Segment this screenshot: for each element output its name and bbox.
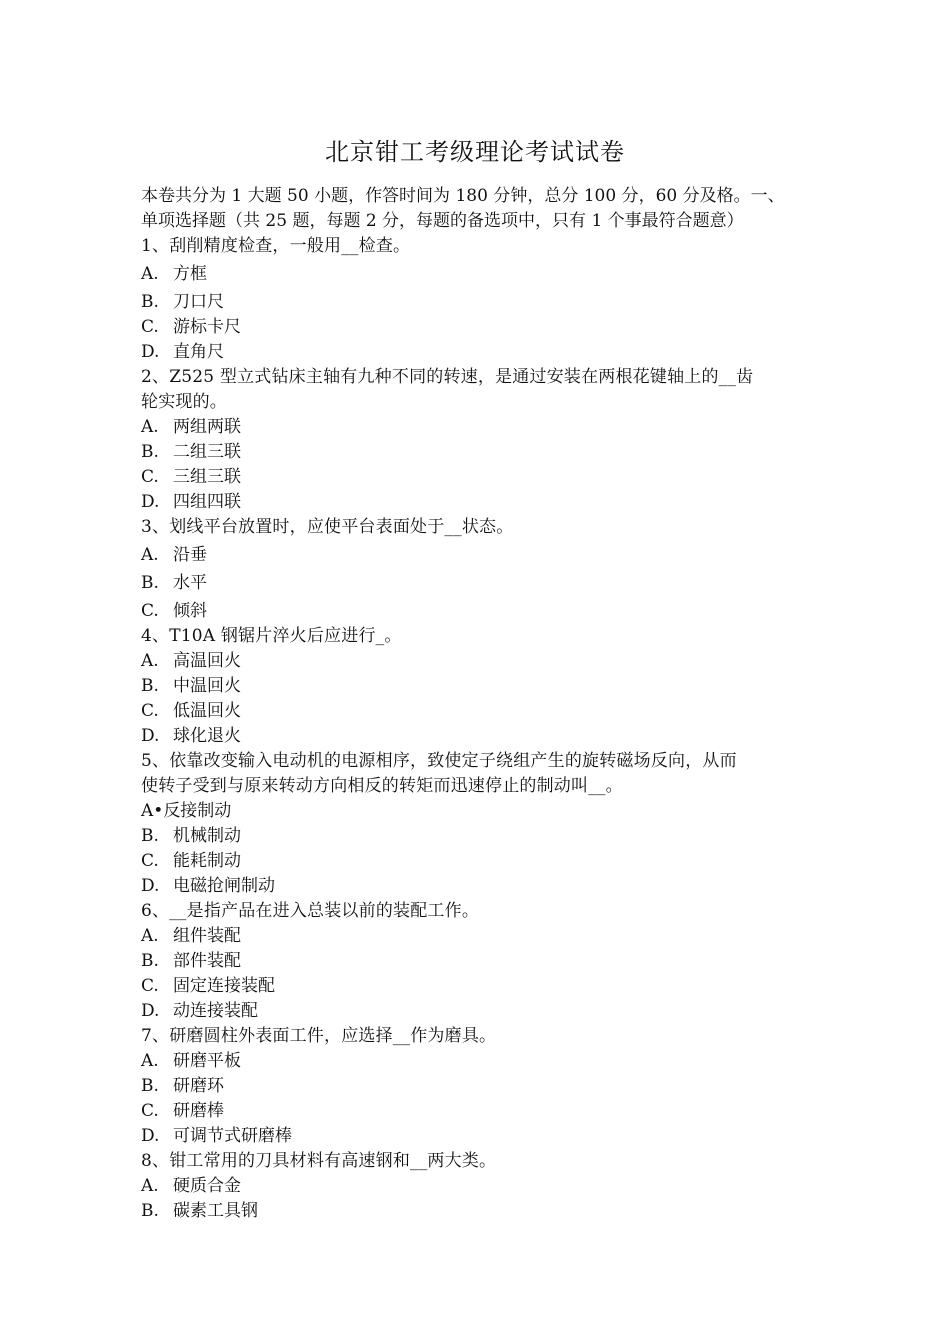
option-letter: C.: [141, 1101, 159, 1121]
option-letter: A.: [141, 1176, 159, 1196]
question-4-option-b: [141, 674, 811, 699]
option-text: 倾斜: [173, 601, 207, 621]
option-text: 方框: [173, 264, 207, 284]
option-text: 组件装配: [173, 926, 241, 946]
question-6-option-b: [141, 949, 811, 974]
option-text: 直角尺: [173, 342, 224, 362]
option-letter: C.: [141, 701, 159, 721]
option-letter: B.: [141, 826, 159, 846]
question-2-text-line-1: 2、Z525 型立式钻床主轴有九种不同的转速，是通过安装在两根花键轴上的__齿: [141, 367, 754, 387]
question-7-option-d: [141, 1124, 811, 1149]
question-5-text-line-2: 使转子受到与原来转动方向相反的转矩而迅速停止的制动叫__。: [141, 776, 623, 796]
option-text: 高温回火: [173, 651, 241, 671]
document-body: [141, 184, 811, 1224]
option-text: 球化退火: [173, 726, 241, 746]
question-5-option-b: [141, 824, 811, 849]
option-letter: B.: [141, 1076, 159, 1096]
question-4-option-a: [141, 649, 811, 674]
option-letter: D.: [141, 492, 160, 512]
question-2-option-b: [141, 440, 811, 465]
question-7-option-b: [141, 1074, 811, 1099]
option-letter: D.: [141, 342, 160, 362]
option-text: 中温回火: [173, 676, 241, 696]
option-letter: A.: [141, 926, 159, 946]
question-1-option-a: [141, 262, 811, 287]
option-text: 二组三联: [173, 442, 241, 462]
option-text: 研磨棒: [173, 1101, 224, 1121]
option-letter: A.: [141, 651, 159, 671]
question-2-text-line-2: 轮实现的。: [141, 392, 227, 412]
question-6-option-a: [141, 924, 811, 949]
question-4-option-c: [141, 699, 811, 724]
question-7-text: 7、研磨圆柱外表面工件，应选择__作为磨具。: [141, 1026, 497, 1046]
option-text: 能耗制动: [173, 851, 241, 871]
option-text: 沿垂: [173, 545, 207, 565]
question-5-option-a: [141, 799, 811, 824]
question-2-option-d: [141, 490, 811, 515]
option-text: 三组三联: [173, 467, 241, 487]
option-letter: B.: [141, 442, 159, 462]
question-5-option-c: [141, 849, 811, 874]
question-8-option-a: [141, 1174, 811, 1199]
option-text: 水平: [173, 573, 207, 593]
option-letter: D.: [141, 1126, 160, 1146]
option-letter: D.: [141, 876, 160, 896]
question-6-text: 6、__是指产品在进入总装以前的装配工作。: [141, 901, 480, 921]
option-text: 研磨环: [173, 1076, 224, 1096]
option-letter: A.: [141, 1051, 159, 1071]
option-text: 碳素工具钢: [173, 1201, 258, 1221]
option-text: 刀口尺: [173, 292, 224, 312]
option-letter: C.: [141, 851, 159, 871]
option-letter: A.: [141, 417, 159, 437]
question-7-option-c: [141, 1099, 811, 1124]
option-text: 动连接装配: [173, 1001, 258, 1021]
question-3-option-a: [141, 543, 811, 568]
question-2-option-a: [141, 415, 811, 440]
page-title: 北京钳工考级理论考试试卷: [325, 138, 625, 166]
question-5-text-line-1: 5、依靠改变输入电动机的电源相序，致使定子绕组产生的旋转磁场反向，从而: [141, 751, 737, 771]
question-6-option-d: [141, 999, 811, 1024]
question-3-option-c: [141, 599, 811, 624]
option-text: 机械制动: [173, 826, 241, 846]
question-3-option-b: [141, 571, 811, 596]
option-letter: A.: [141, 545, 159, 565]
question-1-option-d: [141, 340, 811, 365]
question-3-text: 3、划线平台放置时，应使平台表面处于__状态。: [141, 517, 514, 537]
intro-line-2: 单项选择题（共 25 题，每题 2 分，每题的备选项中，只有 1 个事最符合题意）: [141, 211, 744, 231]
option-text: 四组四联: [173, 492, 241, 512]
option-letter: C.: [141, 976, 159, 996]
question-1-option-c: [141, 315, 811, 340]
option-letter: B.: [141, 1201, 159, 1221]
question-4-option-d: [141, 724, 811, 749]
intro-line-1: 本卷共分为 1 大题 50 小题，作答时间为 180 分钟，总分 100 分，60 分及格。一、: [141, 186, 785, 206]
option-text: 游标卡尺: [173, 317, 241, 337]
option-letter: C.: [141, 601, 159, 621]
question-2-option-c: [141, 465, 811, 490]
option-text: 反接制动: [163, 801, 232, 821]
option-text: 低温回火: [173, 701, 241, 721]
option-letter: D.: [141, 726, 160, 746]
question-1-option-b: [141, 290, 811, 315]
question-6-option-c: [141, 974, 811, 999]
option-text: 固定连接装配: [173, 976, 275, 996]
question-7-option-a: [141, 1049, 811, 1074]
option-letter: B.: [141, 951, 159, 971]
question-4-text: 4、T10A 钢锯片淬火后应进行_。: [141, 626, 402, 646]
option-letter: D.: [141, 1001, 160, 1021]
option-letter: A•: [141, 801, 164, 821]
option-letter: B.: [141, 573, 159, 593]
question-8-option-b: [141, 1199, 811, 1224]
question-1-text: 1、刮削精度检查，一般用__检查。: [141, 236, 411, 256]
option-letter: C.: [141, 317, 159, 337]
option-letter: C.: [141, 467, 159, 487]
option-letter: A.: [141, 264, 159, 284]
option-letter: B.: [141, 676, 159, 696]
option-text: 电磁抢闸制动: [173, 876, 275, 896]
option-letter: B.: [141, 292, 159, 312]
option-text: 可调节式研磨棒: [173, 1126, 292, 1146]
option-text: 部件装配: [173, 951, 241, 971]
question-8-text: 8、钳工常用的刀具材料有高速钢和__两大类。: [141, 1151, 497, 1171]
question-5-option-d: [141, 874, 811, 899]
option-text: 硬质合金: [173, 1176, 241, 1196]
option-text: 研磨平板: [173, 1051, 241, 1071]
option-text: 两组两联: [173, 417, 241, 437]
